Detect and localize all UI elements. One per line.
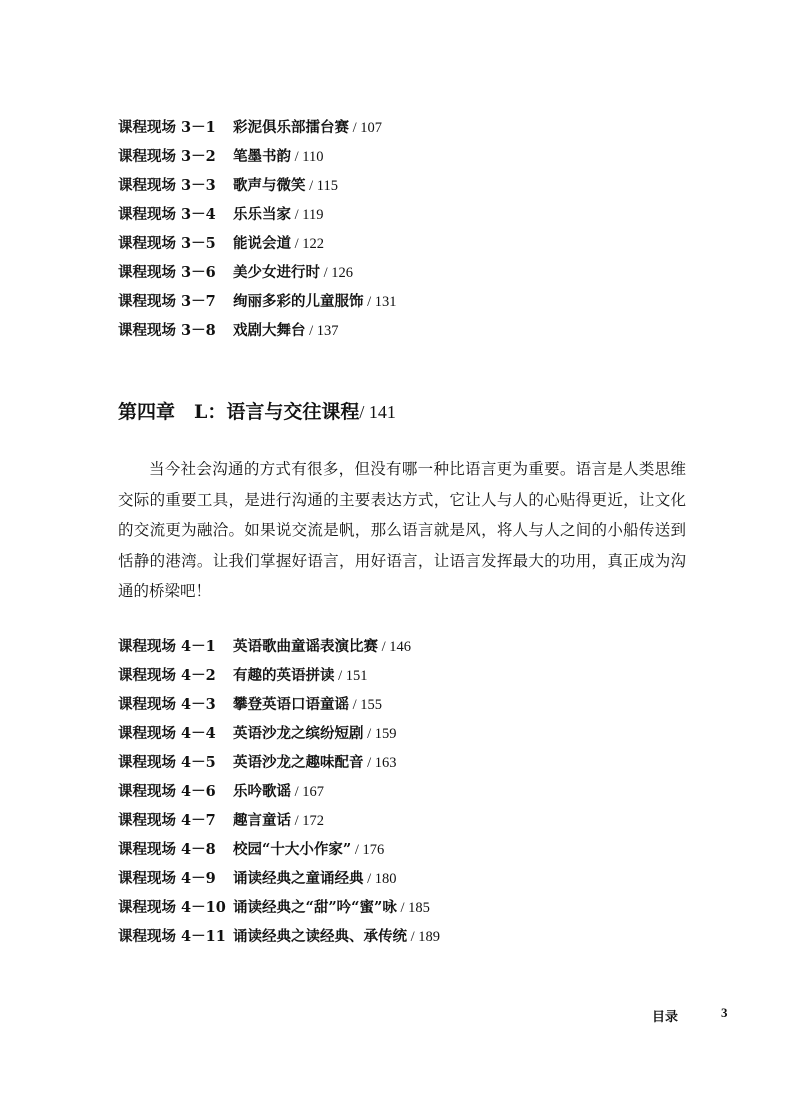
toc-entry — [118, 258, 397, 287]
toc-entry — [118, 893, 440, 922]
toc-entry-title: 笔墨书韵 — [233, 148, 291, 165]
chapter-page: / 141 — [359, 402, 396, 422]
toc-entry-page: / 180 — [363, 871, 397, 887]
toc-section-3 — [118, 113, 397, 345]
toc-entry-title: 彩泥俱乐部擂台赛 — [233, 119, 349, 136]
toc-entry-title: 校园“十大小作家” — [233, 841, 352, 858]
toc-entry-title: 诵读经典之“甜”吟“蜜”咏 — [233, 899, 397, 916]
toc-entry-title: 戏剧大舞台 — [233, 322, 306, 339]
toc-entry-label: 课程现场 4－3 — [118, 696, 216, 713]
toc-entry-page: / 151 — [334, 668, 368, 684]
toc-entry-page: / 146 — [378, 639, 412, 655]
toc-entry-label: 课程现场 4－8 — [118, 841, 216, 858]
toc-entry-label: 课程现场 4－1 — [118, 638, 216, 655]
toc-entry — [118, 922, 440, 951]
toc-entry-label: 课程现场 3－7 — [118, 293, 216, 310]
footer-page-number: 3 — [721, 1005, 728, 1020]
toc-entry — [118, 835, 440, 864]
toc-entry-label: 课程现场 3－6 — [118, 264, 216, 281]
toc-entry — [118, 690, 440, 719]
toc-entry-label: 课程现场 4－2 — [118, 667, 216, 684]
toc-entry-page: / 110 — [291, 149, 324, 165]
toc-entry — [118, 864, 440, 893]
toc-entry-label: 课程现场 4－5 — [118, 754, 216, 771]
toc-entry-page: / 122 — [291, 236, 325, 252]
toc-entry — [118, 806, 440, 835]
toc-entry-label: 课程现场 3－8 — [118, 322, 216, 339]
toc-entry-title: 攀登英语口语童谣 — [233, 696, 349, 713]
toc-entry-page: / 176 — [351, 842, 385, 858]
toc-entry-title: 诵读经典之童诵经典 — [233, 870, 364, 887]
toc-entry-title: 绚丽多彩的儿童服饰 — [233, 293, 364, 310]
toc-entry-label: 课程现场 4－4 — [118, 725, 216, 742]
toc-entry-page: / 172 — [291, 813, 325, 829]
toc-entry-title: 英语歌曲童谣表演比赛 — [233, 638, 378, 655]
toc-entry-title: 诵读经典之读经典、承传统 — [233, 928, 407, 945]
toc-entry-page: / 189 — [407, 929, 441, 945]
toc-entry-page: / 159 — [363, 726, 397, 742]
toc-entry — [118, 661, 440, 690]
toc-entry — [118, 113, 397, 142]
toc-entry-label: 课程现场 3－2 — [118, 148, 216, 165]
toc-entry-title: 英语沙龙之趣味配音 — [233, 754, 364, 771]
toc-entry-page: / 119 — [291, 207, 324, 223]
toc-entry-label: 课程现场 3－3 — [118, 177, 216, 194]
toc-entry — [118, 142, 397, 171]
chapter-heading — [118, 397, 396, 424]
toc-entry-title: 能说会道 — [233, 235, 291, 252]
toc-entry — [118, 777, 440, 806]
toc-entry-title: 英语沙龙之缤纷短剧 — [233, 725, 364, 742]
footer-section-label: 目录 — [652, 1010, 679, 1025]
toc-entry — [118, 316, 397, 345]
toc-entry — [118, 748, 440, 777]
chapter-intro-paragraph: 当今社会沟通的方式有很多，但没有哪一种比语言更为重要。语言是人类思维交际的重要工具，是进行沟通的主要表达方式，它让人与人的心贴得更近，让文化的交流更为融洽。如果说交流是帆，那么语言就是风，将人与人之间的小船传送到恬静的港湾。让我们掌握好语言，用好语言，让语言发挥最大的功用，真正成为沟通的桥梁吧！ — [118, 460, 686, 600]
toc-entry-label: 课程现场 3－1 — [118, 119, 216, 136]
toc-entry — [118, 200, 397, 229]
toc-section-4 — [118, 632, 440, 951]
toc-entry-page: / 185 — [396, 900, 430, 916]
toc-entry-label: 课程现场 4－10 — [118, 899, 226, 916]
toc-entry — [118, 287, 397, 316]
toc-entry-label: 课程现场 4－6 — [118, 783, 216, 800]
toc-entry-title: 趣言童话 — [233, 812, 291, 829]
toc-entry-page: / 115 — [305, 178, 338, 194]
chapter-title: 第四章 L：语言与交往课程 — [118, 401, 360, 423]
toc-entry-page: / 131 — [363, 294, 397, 310]
toc-entry-label: 课程现场 3－4 — [118, 206, 216, 223]
toc-entry-label: 课程现场 4－7 — [118, 812, 216, 829]
toc-entry — [118, 632, 440, 661]
toc-entry-page: / 137 — [305, 323, 339, 339]
toc-entry-page: / 155 — [349, 697, 383, 713]
toc-entry — [118, 719, 440, 748]
toc-entry-title: 乐乐当家 — [233, 206, 291, 223]
toc-entry-title: 乐吟歌谣 — [233, 783, 291, 800]
toc-entry-page: / 107 — [349, 120, 383, 136]
toc-entry-label: 课程现场 3－5 — [118, 235, 216, 252]
toc-entry-label: 课程现场 4－11 — [118, 928, 226, 945]
toc-entry-title: 有趣的英语拼读 — [233, 667, 335, 684]
toc-entry — [118, 229, 397, 258]
toc-entry-label: 课程现场 4－9 — [118, 870, 216, 887]
toc-entry-title: 歌声与微笑 — [233, 177, 306, 194]
toc-entry-page: / 167 — [291, 784, 325, 800]
toc-entry-page: / 126 — [320, 265, 354, 281]
toc-entry-page: / 163 — [363, 755, 397, 771]
toc-entry-title: 美少女进行时 — [233, 264, 320, 281]
toc-entry — [118, 171, 397, 200]
